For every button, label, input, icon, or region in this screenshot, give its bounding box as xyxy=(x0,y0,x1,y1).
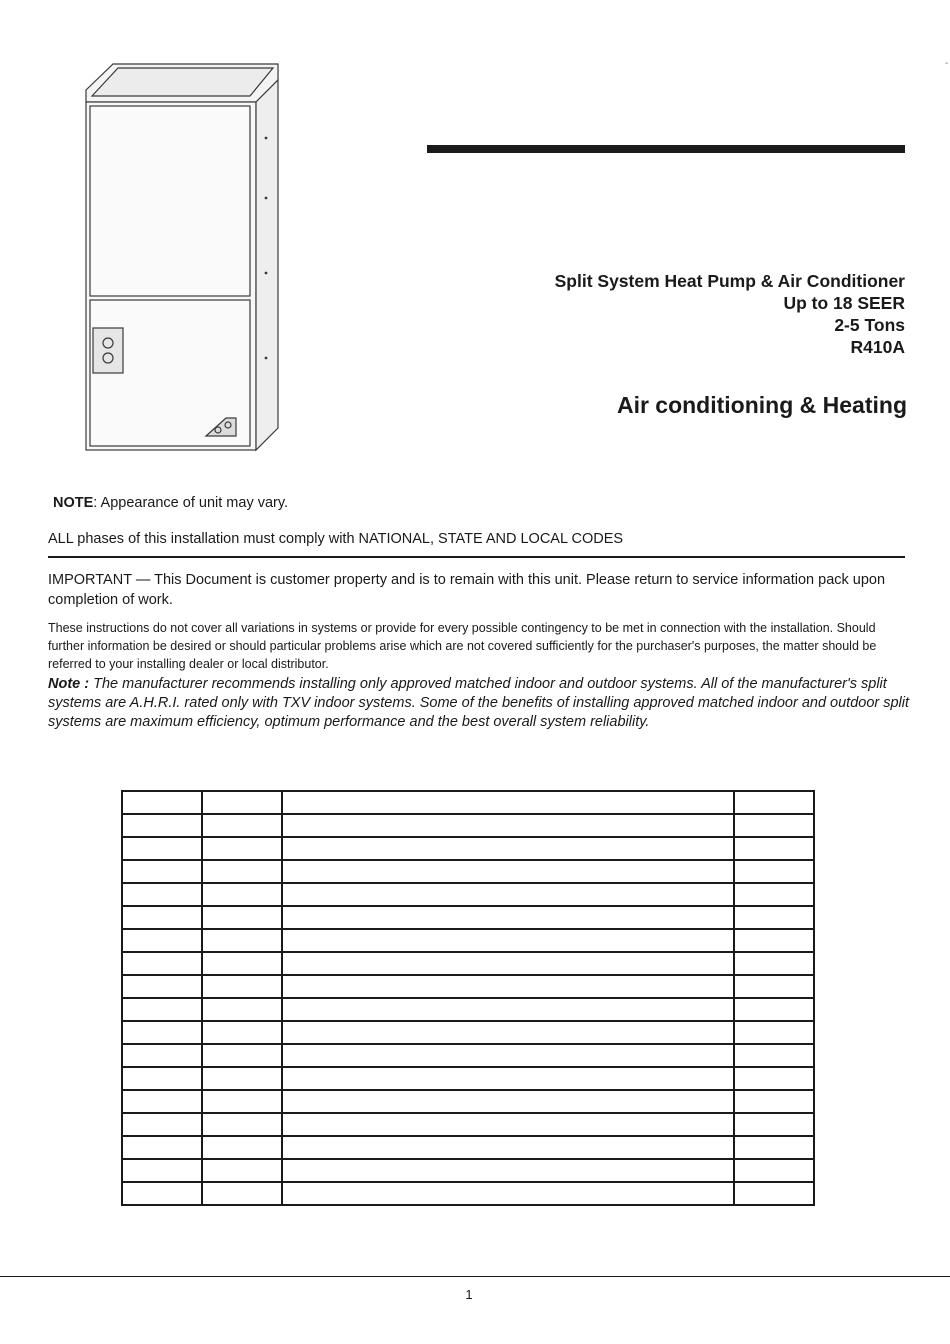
table-cell xyxy=(734,860,814,883)
table-cell xyxy=(282,1044,734,1067)
table-cell xyxy=(734,975,814,998)
table-row xyxy=(122,1136,814,1159)
table-cell xyxy=(202,1159,282,1182)
table-cell xyxy=(202,975,282,998)
page-number: 1 xyxy=(465,1287,473,1302)
table-cell xyxy=(122,1021,202,1044)
note-label: NOTE xyxy=(53,495,94,511)
table-cell xyxy=(282,883,734,906)
table-cell xyxy=(282,860,734,883)
table-cell xyxy=(202,883,282,906)
table-row xyxy=(122,1090,814,1113)
table-cell xyxy=(122,791,202,814)
table-cell xyxy=(734,1113,814,1136)
table-cell xyxy=(202,791,282,814)
product-title xyxy=(555,270,905,358)
table-cell xyxy=(734,1159,814,1182)
instructions-disclaimer: These instructions do not cover all variations in systems or provide for every possible contingency to be met in connection with the installation. Should further information be desired or should particular problems arise which are not covered sufficiently for the purchaser's purposes, the matter should be referred to your installing dealer or local distributor. xyxy=(48,621,877,671)
table-row xyxy=(122,883,814,906)
table-cell xyxy=(734,1067,814,1090)
product-subtitle: Air conditioning & Heating xyxy=(616,392,907,418)
table-cell xyxy=(734,929,814,952)
table-cell xyxy=(734,1090,814,1113)
table-cell xyxy=(202,1090,282,1113)
table-cell xyxy=(122,860,202,883)
table-cell xyxy=(734,1136,814,1159)
table-cell xyxy=(122,906,202,929)
table-cell xyxy=(202,952,282,975)
title-line: Split System Heat Pump & Air Conditioner xyxy=(554,271,905,291)
table-cell xyxy=(282,1182,734,1205)
note-text: : Appearance of unit may vary. xyxy=(93,495,289,511)
table-cell xyxy=(282,998,734,1021)
table-row xyxy=(122,929,814,952)
table-cell xyxy=(122,814,202,837)
footer-rule xyxy=(0,1276,950,1277)
table-cell xyxy=(734,791,814,814)
table-row xyxy=(122,1182,814,1205)
table-cell xyxy=(122,1090,202,1113)
table-cell xyxy=(282,1067,734,1090)
table-cell xyxy=(282,837,734,860)
table-cell xyxy=(282,1136,734,1159)
table-row xyxy=(122,814,814,837)
table-cell xyxy=(202,1113,282,1136)
table-cell xyxy=(122,1136,202,1159)
appearance-note xyxy=(53,495,288,511)
table-cell xyxy=(202,906,282,929)
section-divider xyxy=(48,556,905,558)
table-row xyxy=(122,1044,814,1067)
table-cell xyxy=(734,1182,814,1205)
table-cell xyxy=(734,952,814,975)
table-cell xyxy=(122,837,202,860)
table-cell xyxy=(282,1090,734,1113)
table-cell xyxy=(282,929,734,952)
table-row xyxy=(122,1159,814,1182)
table-cell xyxy=(122,1067,202,1090)
codes-statement: ALL phases of this installation must comply with NATIONAL, STATE AND LOCAL CODES xyxy=(48,531,624,547)
table-cell xyxy=(282,791,734,814)
table-cell xyxy=(122,952,202,975)
table-cell xyxy=(734,998,814,1021)
table-row xyxy=(122,791,814,814)
table-cell xyxy=(734,814,814,837)
table-row xyxy=(122,1021,814,1044)
table-cell xyxy=(202,837,282,860)
table-cell xyxy=(202,860,282,883)
table-cell xyxy=(734,883,814,906)
table-row xyxy=(122,998,814,1021)
table-cell xyxy=(282,975,734,998)
table-row xyxy=(122,837,814,860)
table-cell xyxy=(734,906,814,929)
title-line: Up to 18 SEER xyxy=(783,293,905,313)
table-cell xyxy=(122,1044,202,1067)
table-cell xyxy=(202,1044,282,1067)
table-cell xyxy=(122,883,202,906)
table-cell xyxy=(282,1021,734,1044)
table-cell xyxy=(122,929,202,952)
manufacturer-note-label: Note : xyxy=(48,676,90,692)
table-cell xyxy=(734,1044,814,1067)
table-cell xyxy=(282,814,734,837)
manufacturer-note xyxy=(48,675,910,732)
table-cell xyxy=(202,814,282,837)
table-cell xyxy=(282,906,734,929)
table-cell xyxy=(202,1136,282,1159)
air-handler-unit-illustration xyxy=(78,58,288,458)
table-cell xyxy=(122,975,202,998)
table-row xyxy=(122,906,814,929)
table-cell xyxy=(122,1159,202,1182)
table-cell xyxy=(202,1182,282,1205)
table-cell xyxy=(202,1021,282,1044)
table-cell xyxy=(282,952,734,975)
table-cell xyxy=(734,837,814,860)
title-line: R410A xyxy=(850,337,905,357)
table-cell xyxy=(282,1113,734,1136)
table-row xyxy=(122,975,814,998)
side-mark: - xyxy=(945,58,949,69)
table-cell xyxy=(734,1021,814,1044)
contents-table xyxy=(121,790,815,1206)
table-row xyxy=(122,860,814,883)
table-cell xyxy=(122,998,202,1021)
table-row xyxy=(122,1067,814,1090)
table-row xyxy=(122,952,814,975)
important-notice: IMPORTANT — This Document is customer property and is to remain with this unit. Please return to service information pack upon completion of work. xyxy=(48,572,886,608)
table-cell xyxy=(202,1067,282,1090)
table-row xyxy=(122,1113,814,1136)
table-cell xyxy=(122,1113,202,1136)
table-cell xyxy=(282,1159,734,1182)
header-rule xyxy=(427,145,905,153)
manufacturer-note-text: The manufacturer recommends installing only approved matched indoor and outdoor systems. All of the manufacturer's split systems are A.H.R.I. rated only with TXV indoor systems. Some of the benefits of installing approved matched indoor and outdoor split systems are maximum efficiency, optimum performance and the best overall system reliability. xyxy=(48,676,910,730)
table-cell xyxy=(202,929,282,952)
title-line: 2-5 Tons xyxy=(834,315,905,335)
table-cell xyxy=(202,998,282,1021)
table-cell xyxy=(122,1182,202,1205)
